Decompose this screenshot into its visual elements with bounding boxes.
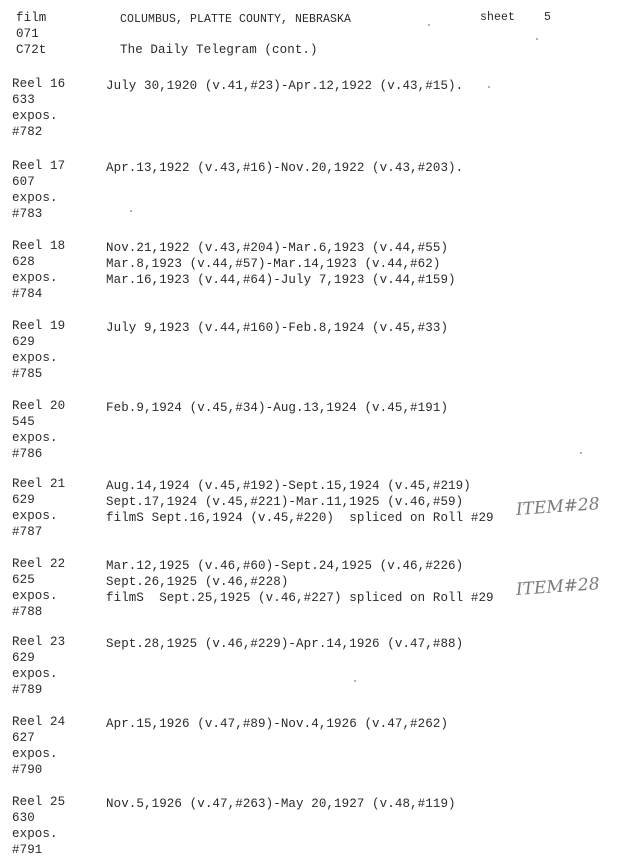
reel-date-range: filmS Sept.16,1924 (v.45,#220) spliced on Roll #29 — [106, 511, 494, 525]
header-sheet-label: sheet — [480, 11, 516, 24]
reel-date-range: July 30,1920 (v.41,#23)-Apr.12,1922 (v.43,#15). — [106, 79, 464, 93]
reel-label: Reel 23 — [12, 635, 66, 649]
scan-speck — [488, 86, 490, 88]
reel-label: Reel 18 — [12, 239, 66, 253]
reel-date-range: July 9,1923 (v.44,#160)-Feb.8,1924 (v.45,#33) — [106, 321, 449, 335]
reel-number: #783 — [12, 207, 43, 221]
reel-exposure-count: 607 — [12, 175, 35, 189]
scan-speck — [354, 680, 356, 682]
reel-date-range: Sept.26,1925 (v.46,#228) — [106, 575, 289, 589]
reel-number: #782 — [12, 125, 43, 139]
reel-date-range: Nov.21,1922 (v.43,#204)-Mar.6,1923 (v.44,#55) — [106, 241, 449, 255]
header-film: film — [16, 11, 47, 25]
reel-date-range: Apr.13,1922 (v.43,#16)-Nov.20,1922 (v.43,#203). — [106, 161, 464, 175]
reel-exposure-count: 629 — [12, 493, 35, 507]
reel-expos-label: expos. — [12, 509, 58, 523]
reel-expos-label: expos. — [12, 351, 58, 365]
reel-date-range: Aug.14,1924 (v.45,#192)-Sept.15,1924 (v.45,#219) — [106, 479, 471, 493]
handwritten-annotation: ITEM#28 — [515, 574, 601, 600]
reel-number: #791 — [12, 843, 43, 857]
reel-label: Reel 19 — [12, 319, 66, 333]
reel-number: #787 — [12, 525, 43, 539]
reel-number: #790 — [12, 763, 43, 777]
reel-exposure-count: 545 — [12, 415, 35, 429]
reel-number: #784 — [12, 287, 43, 301]
reel-label: Reel 20 — [12, 399, 66, 413]
reel-label: Reel 24 — [12, 715, 66, 729]
reel-date-range: Sept.17,1924 (v.45,#221)-Mar.11,1925 (v.46,#59) — [106, 495, 464, 509]
reel-date-range: Mar.8,1923 (v.44,#57)-Mar.14,1923 (v.44,#62) — [106, 257, 441, 271]
header-call-suffix: C72t — [16, 43, 47, 57]
header-place: COLUMBUS, PLATTE COUNTY, NEBRASKA — [120, 13, 352, 26]
reel-exposure-count: 628 — [12, 255, 35, 269]
scan-speck — [428, 24, 430, 26]
reel-date-range: filmS Sept.25,1925 (v.46,#227) spliced on Roll #29 — [106, 591, 494, 605]
handwritten-annotation: ITEM#28 — [515, 494, 601, 520]
reel-exposure-count: 629 — [12, 651, 35, 665]
reel-expos-label: expos. — [12, 191, 58, 205]
reel-exposure-count: 625 — [12, 573, 35, 587]
scan-speck — [130, 210, 132, 212]
reel-exposure-count: 627 — [12, 731, 35, 745]
reel-expos-label: expos. — [12, 827, 58, 841]
reel-expos-label: expos. — [12, 109, 58, 123]
reel-number: #789 — [12, 683, 43, 697]
reel-date-range: Mar.12,1925 (v.46,#60)-Sept.24,1925 (v.46,#226) — [106, 559, 464, 573]
header-call-number: 071 — [16, 27, 39, 41]
reel-expos-label: expos. — [12, 431, 58, 445]
reel-exposure-count: 629 — [12, 335, 35, 349]
reel-date-range: Sept.28,1925 (v.46,#229)-Apr.14,1926 (v.47,#88) — [106, 637, 464, 651]
reel-exposure-count: 633 — [12, 93, 35, 107]
reel-label: Reel 22 — [12, 557, 66, 571]
reel-label: Reel 17 — [12, 159, 66, 173]
reel-label: Reel 21 — [12, 477, 66, 491]
header-sheet-number: 5 — [544, 11, 552, 24]
reel-number: #785 — [12, 367, 43, 381]
scan-speck — [580, 452, 582, 454]
reel-label: Reel 25 — [12, 795, 66, 809]
reel-date-range: Feb.9,1924 (v.45,#34)-Aug.13,1924 (v.45,#191) — [106, 401, 449, 415]
reel-number: #786 — [12, 447, 43, 461]
reel-exposure-count: 630 — [12, 811, 35, 825]
reel-expos-label: expos. — [12, 667, 58, 681]
scan-speck — [536, 38, 538, 40]
reel-expos-label: expos. — [12, 589, 58, 603]
reel-expos-label: expos. — [12, 271, 58, 285]
reel-date-range: Nov.5,1926 (v.47,#263)-May 20,1927 (v.48,#119) — [106, 797, 456, 811]
reel-expos-label: expos. — [12, 747, 58, 761]
header-title: The Daily Telegram (cont.) — [120, 43, 318, 57]
reel-label: Reel 16 — [12, 77, 66, 91]
reel-date-range: Apr.15,1926 (v.47,#89)-Nov.4,1926 (v.47,#262) — [106, 717, 449, 731]
reel-number: #788 — [12, 605, 43, 619]
reel-date-range: Mar.16,1923 (v.44,#64)-July 7,1923 (v.44,#159) — [106, 273, 456, 287]
